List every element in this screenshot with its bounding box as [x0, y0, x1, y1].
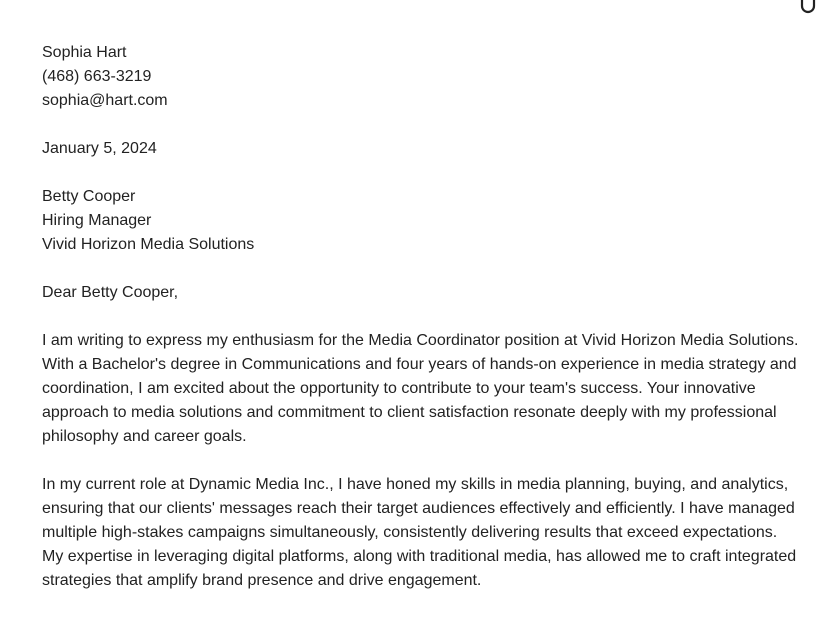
- body-paragraph-2: In my current role at Dynamic Media Inc., I have honed my skills in media planning, buying, and analytics, ensuring that our clients' messages reach their target audiences effectively and efficiently. I have managed multiple high-stakes campaigns simultaneously, consistently delivering results that exceed expectations. My expertise in leveraging digital platforms, along with traditional media, has allowed me to craft integrated strategies that amplify brand presence and drive engagement.: [42, 476, 797, 589]
- cover-letter: [42, 41, 802, 593]
- salutation: Dear Betty Cooper,: [42, 284, 179, 301]
- recipient-title: Hiring Manager: [42, 212, 152, 229]
- body-paragraph-1: I am writing to express my enthusiasm for the Media Coordinator position at Vivid Horizon Media Solutions. With a Bachelor's degree in Communications and four years of hands-on experience in media strategy and coordination, I am excited about the opportunity to contribute to your team's success. Your innovative approach to media solutions and commitment to client satisfaction resonate deeply with my professional philosophy and career goals.: [42, 332, 799, 445]
- sender-email: sophia@hart.com: [42, 92, 168, 109]
- sender-name: Sophia Hart: [42, 44, 127, 61]
- recipient-name: Betty Cooper: [42, 188, 136, 205]
- sender-phone: (468) 663-3219: [42, 68, 152, 85]
- recipient-company: Vivid Horizon Media Solutions: [42, 236, 255, 253]
- letter-date: January 5, 2024: [42, 140, 157, 157]
- u-shape-icon[interactable]: [800, 0, 816, 16]
